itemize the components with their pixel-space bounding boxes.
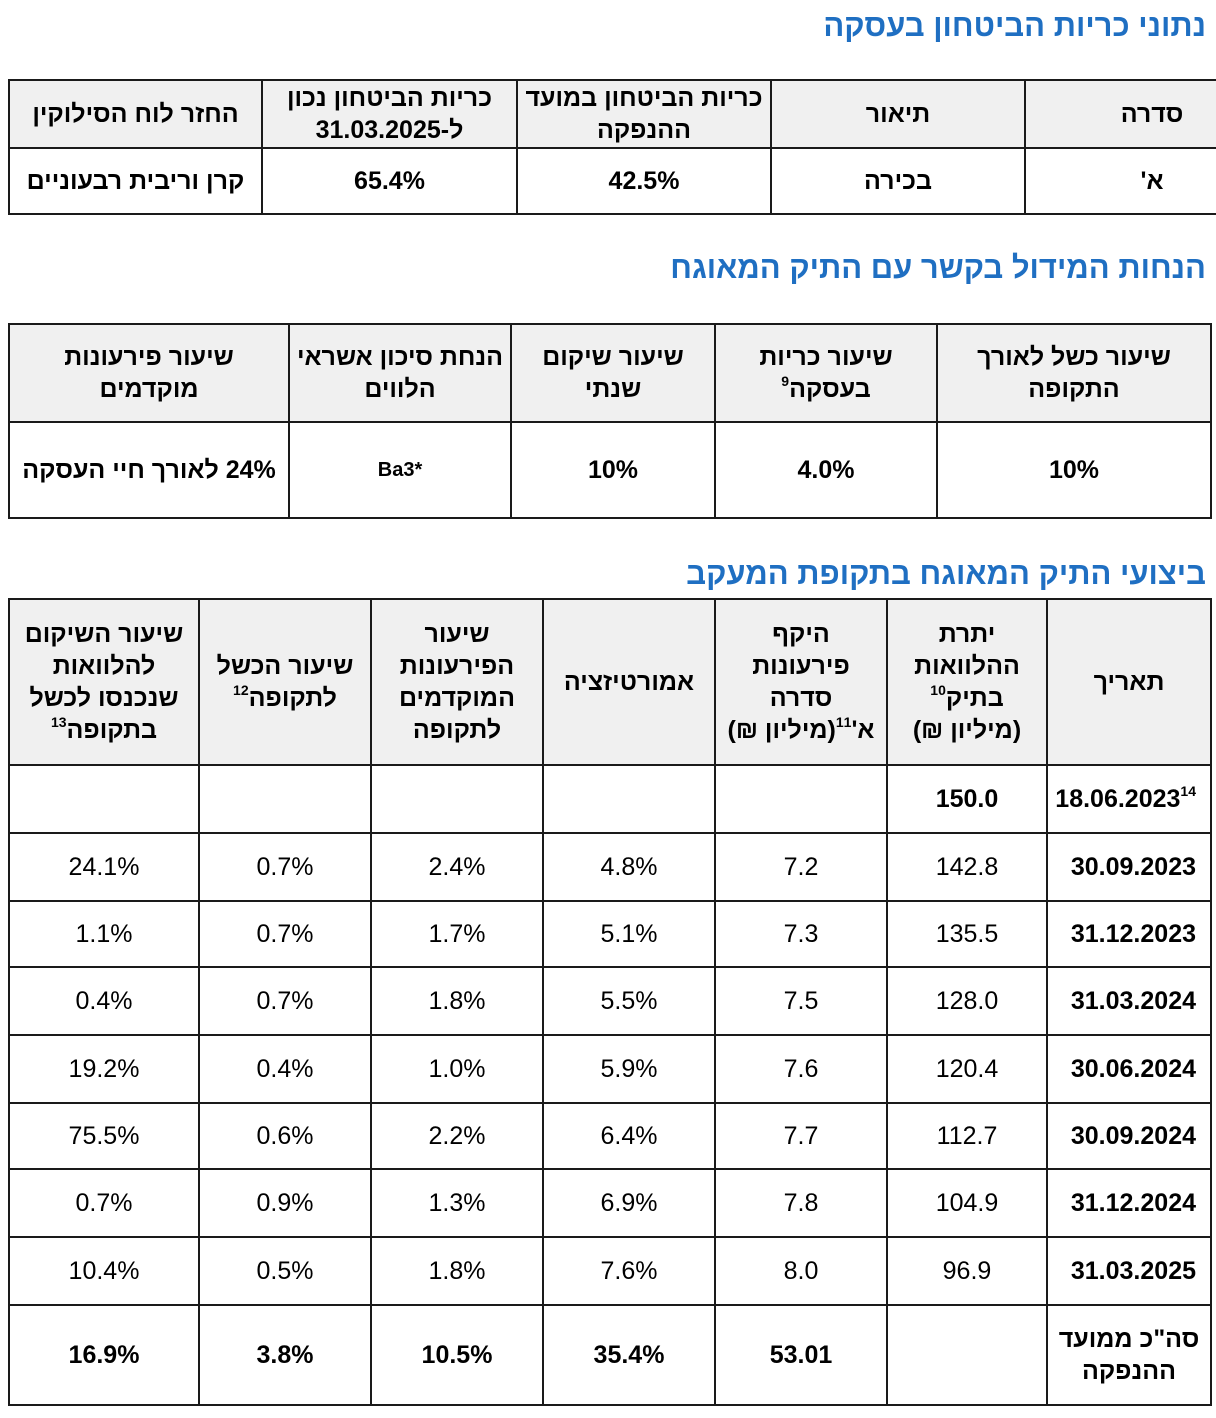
cell-recovery: 19.2% xyxy=(9,1035,199,1103)
col-header-repayment: החזר לוח הסילוקין xyxy=(9,80,262,148)
col-header-principal xyxy=(715,599,887,765)
table-row xyxy=(9,967,1211,1035)
cell-date: 31.12.2024 xyxy=(1047,1169,1211,1237)
table-header-row xyxy=(9,599,1211,765)
cell-recovery: 24.1% xyxy=(9,833,199,901)
cell-cushion-current: 65.4% xyxy=(262,148,517,214)
header-text: שיעור כריות בעסקה xyxy=(759,343,893,403)
footnote-ref: 14 xyxy=(1180,782,1196,799)
section-title-performance: ביצועי התיק המאוגח בתקופת המעקב xyxy=(686,556,1206,591)
footnote-ref: 10 xyxy=(930,681,946,698)
col-header-recovery-rate: שיעור שיקום שנתי xyxy=(511,324,715,422)
col-header-recovery xyxy=(9,599,199,765)
cell-recovery xyxy=(9,765,199,833)
header-unit: (מיליון ₪) xyxy=(727,716,836,744)
cell-amortization: 6.4% xyxy=(543,1103,715,1169)
cell-prepayment: 24% לאורך חיי העסקה xyxy=(9,422,289,518)
cell-amortization: 5.1% xyxy=(543,901,715,967)
header-text: היקף פירעונות סדרה א' xyxy=(752,620,875,744)
footnote-ref: 9 xyxy=(781,372,790,389)
header-unit: (מיליון ₪) xyxy=(912,716,1022,744)
header-text: שיעור הכשל לתקופה xyxy=(216,652,354,712)
cell-amortization: 7.6% xyxy=(543,1237,715,1305)
cell-default: 0.7% xyxy=(199,833,371,901)
cell-prepayment: 1.0% xyxy=(371,1035,543,1103)
cell-balance: 142.8 xyxy=(887,833,1047,901)
cell-default: 0.4% xyxy=(199,1035,371,1103)
table-row xyxy=(9,1237,1211,1305)
cell-principal: 53.01 xyxy=(715,1305,887,1405)
section-title-assumptions: הנחות המידול בקשר עם התיק המאוגח xyxy=(670,250,1206,285)
cell-description: בכירה xyxy=(771,148,1025,214)
performance-table xyxy=(8,598,1212,1406)
col-header-cushion-rate xyxy=(715,324,937,422)
col-header-prepayment: שיעור הפירעונות המוקדמים לתקופה xyxy=(371,599,543,765)
table-row xyxy=(9,833,1211,901)
col-header-default xyxy=(199,599,371,765)
cell-prepayment xyxy=(371,765,543,833)
table-row xyxy=(9,1169,1211,1237)
cell-date: 30.09.2023 xyxy=(1047,833,1211,901)
header-text: שיעור השיקום להלוואות שנכנסו לכשל בתקופה xyxy=(24,620,184,744)
cell-series: א' xyxy=(1025,148,1216,214)
cell-recovery: 75.5% xyxy=(9,1103,199,1169)
cell-amortization: 5.9% xyxy=(543,1035,715,1103)
cell-principal: 7.7 xyxy=(715,1103,887,1169)
cell-balance xyxy=(887,1305,1047,1405)
assumptions-table xyxy=(8,323,1212,519)
cell-balance: 112.7 xyxy=(887,1103,1047,1169)
cell-principal: 7.8 xyxy=(715,1169,887,1237)
cell-recovery: 0.4% xyxy=(9,967,199,1035)
table-row xyxy=(9,1035,1211,1103)
collateral-table xyxy=(8,79,1216,215)
cell-principal: 7.6 xyxy=(715,1035,887,1103)
col-header-cushion-current: כריות הביטחון נכון ל-31.03.2025 xyxy=(262,80,517,148)
cell-prepayment: 1.7% xyxy=(371,901,543,967)
col-header-credit-risk: הנחת סיכון אשראי הלווים xyxy=(289,324,511,422)
footnote-ref: 12 xyxy=(233,681,249,698)
cell-prepayment: 10.5% xyxy=(371,1305,543,1405)
cell-default-rate: 10% xyxy=(937,422,1211,518)
cell-default: 3.8% xyxy=(199,1305,371,1405)
date-text: 18.06.2023 xyxy=(1055,785,1181,813)
cell-prepayment: 1.3% xyxy=(371,1169,543,1237)
section-title-collateral: נתוני כריות הביטחון בעסקה xyxy=(823,8,1206,43)
cell-amortization: 4.8% xyxy=(543,833,715,901)
cell-recovery: 16.9% xyxy=(9,1305,199,1405)
table-total-row xyxy=(9,1305,1211,1405)
col-header-date: תאריך xyxy=(1047,599,1211,765)
cell-default: 0.6% xyxy=(199,1103,371,1169)
cell-default xyxy=(199,765,371,833)
cell-balance: 96.9 xyxy=(887,1237,1047,1305)
cell-repayment: קרן וריבית רבעוניים xyxy=(9,148,262,214)
cell-cushion-issue: 42.5% xyxy=(517,148,771,214)
col-header-prepayment: שיעור פירעונות מוקדמים xyxy=(9,324,289,422)
header-text: יתרת ההלוואות בתיק xyxy=(914,620,1020,712)
cell-credit-risk: Ba3* xyxy=(289,422,511,518)
col-header-description: תיאור xyxy=(771,80,1025,148)
cell-principal: 8.0 xyxy=(715,1237,887,1305)
cell-amortization: 6.9% xyxy=(543,1169,715,1237)
cell-default: 0.5% xyxy=(199,1237,371,1305)
table-header-row xyxy=(9,324,1211,422)
cell-recovery-rate: 10% xyxy=(511,422,715,518)
performance-rows xyxy=(9,833,1211,1305)
cell-default: 0.7% xyxy=(199,967,371,1035)
cell-recovery: 0.7% xyxy=(9,1169,199,1237)
cell-prepayment: 1.8% xyxy=(371,1237,543,1305)
cell-default: 0.7% xyxy=(199,901,371,967)
cell-balance: 135.5 xyxy=(887,901,1047,967)
table-row xyxy=(9,148,1216,214)
cell-date: 31.03.2024 xyxy=(1047,967,1211,1035)
cell-cushion-rate: 4.0% xyxy=(715,422,937,518)
cell-date: 31.03.2025 xyxy=(1047,1237,1211,1305)
col-header-cushion-issue: כריות הביטחון במועד ההנפקה xyxy=(517,80,771,148)
table-row xyxy=(9,901,1211,967)
col-header-default-rate: שיעור כשל לאורך התקופה xyxy=(937,324,1211,422)
cell-balance: 128.0 xyxy=(887,967,1047,1035)
cell-prepayment: 2.4% xyxy=(371,833,543,901)
col-header-amortization: אמורטיזציה xyxy=(543,599,715,765)
cell-date xyxy=(1047,765,1211,833)
table-row xyxy=(9,1103,1211,1169)
cell-balance: 150.0 xyxy=(887,765,1047,833)
cell-date: 30.06.2024 xyxy=(1047,1035,1211,1103)
footnote-ref: 13 xyxy=(50,713,67,730)
cell-amortization: 35.4% xyxy=(543,1305,715,1405)
cell-amortization: 5.5% xyxy=(543,967,715,1035)
cell-recovery: 10.4% xyxy=(9,1237,199,1305)
cell-prepayment: 1.8% xyxy=(371,967,543,1035)
cell-principal: 7.3 xyxy=(715,901,887,967)
col-header-balance xyxy=(887,599,1047,765)
col-header-series: סדרה xyxy=(1025,80,1216,148)
cell-balance: 120.4 xyxy=(887,1035,1047,1103)
cell-date: 31.12.2023 xyxy=(1047,901,1211,967)
cell-amortization xyxy=(543,765,715,833)
cell-principal: 7.2 xyxy=(715,833,887,901)
cell-principal: 7.5 xyxy=(715,967,887,1035)
cell-balance: 104.9 xyxy=(887,1169,1047,1237)
footnote-ref: 11 xyxy=(835,713,852,730)
cell-prepayment: 2.2% xyxy=(371,1103,543,1169)
cell-default: 0.9% xyxy=(199,1169,371,1237)
table-row xyxy=(9,765,1211,833)
cell-recovery: 1.1% xyxy=(9,901,199,967)
cell-principal xyxy=(715,765,887,833)
cell-date: 30.09.2024 xyxy=(1047,1103,1211,1169)
table-header-row xyxy=(9,80,1216,148)
table-row xyxy=(9,422,1211,518)
cell-total-label: סה"כ ממועד ההנפקה xyxy=(1047,1305,1211,1405)
